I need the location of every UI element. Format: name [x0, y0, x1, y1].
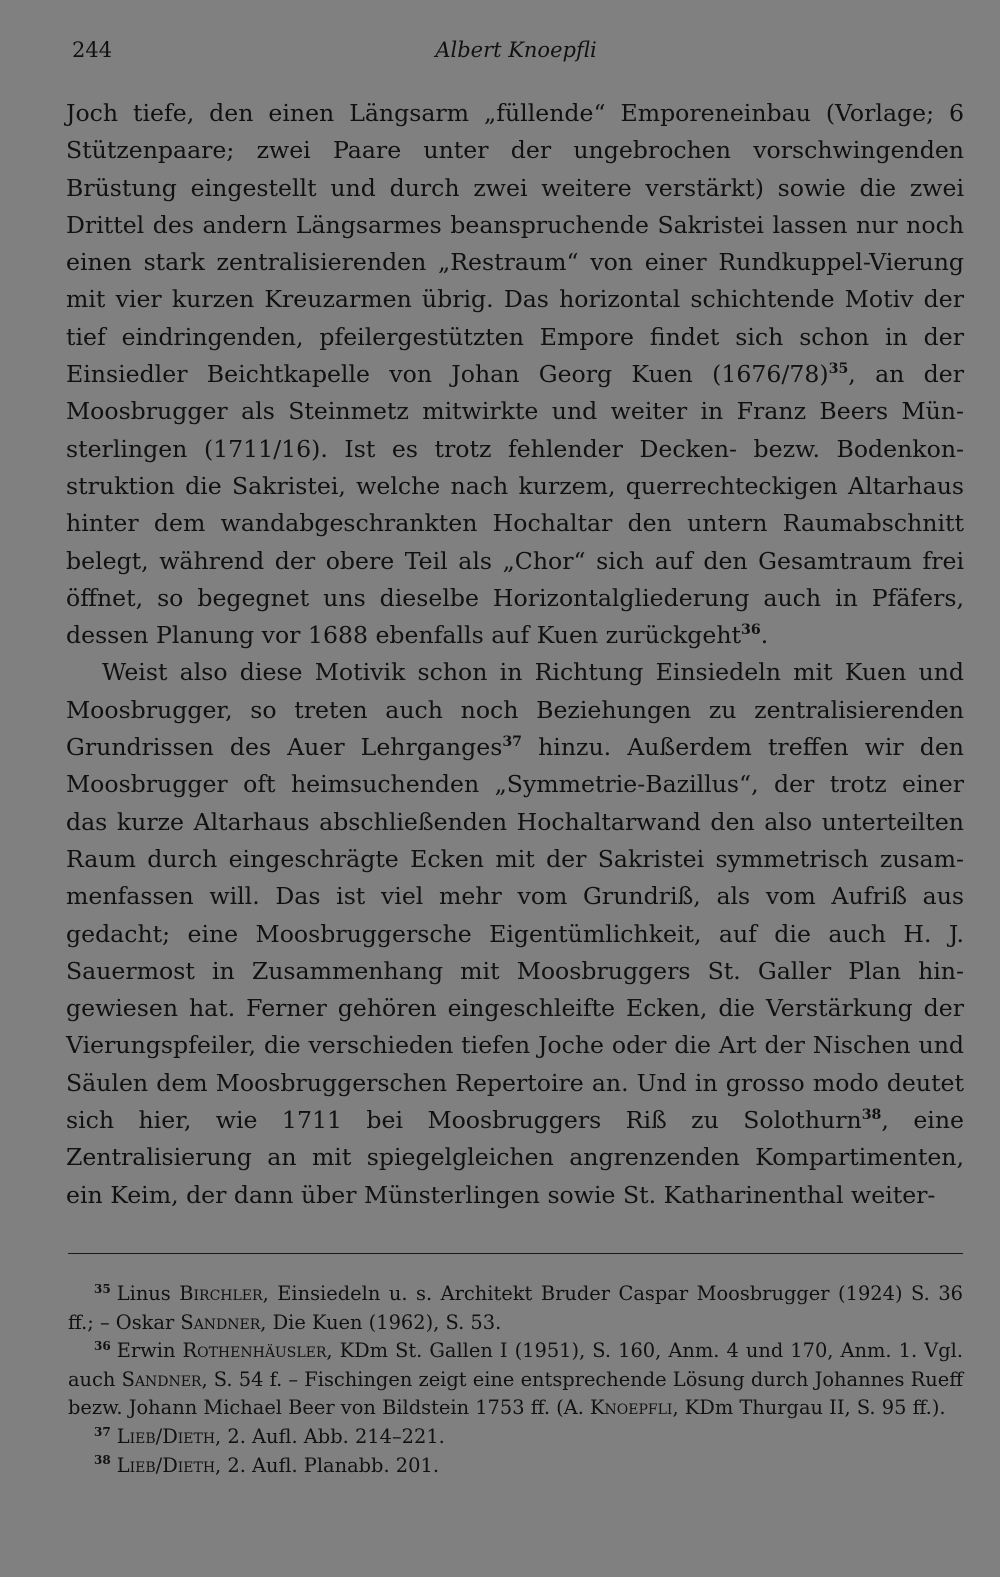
footnote-37 [68, 1423, 963, 1452]
footnote-text: , S. 54 f. – Fischingen zeigt eine entsprechende Lösung durch Johannes Rueff bezw. Johann Michael Beer von Bildstein 1753 ff. (A. [68, 1367, 963, 1420]
page-number: 244 [72, 38, 113, 62]
paragraph-text: , eine Zentralisierung an mit spiegelgleichen angrenzenden Kompartimenten, ein Keim, der dann über Münsterlingen sowie St. Katharinenthal weiter- [66, 1106, 964, 1209]
paragraph-text: , an der Moosbrugger als Steinmetz mitwirkte und weiter in Franz Beers Münsterlingen (1711/16). Ist es trotz fehlender Decken- bezw. Bodenkonstruktion die Sakristei, welche nach kurzem, querrechteckigen Altarhaus hinter dem wandabgeschrankten Hochaltar den untern Raumabschnitt belegt, während der obere Teil als „Chor“ sich auf den Gesamtraum frei öffnet, so begegnet uns dieselbe Horizontalgliederung auch in Pfäfers, dessen Planung vor 1688 ebenfalls auf Kuen zurückgeht [66, 360, 964, 650]
paragraph-1 [66, 95, 964, 654]
footnote-text: , KDm St. Gallen I (1951), S. 160, Anm. 4 und 170, Anm. 1. Vgl. auch [68, 1339, 963, 1391]
footnote-35 [68, 1280, 963, 1337]
author-name: Sandner [121, 1367, 202, 1391]
footnote-text: Erwin [116, 1339, 183, 1363]
footnote-number: 38 [94, 1453, 111, 1468]
footnote-ref-37: 37 [502, 734, 523, 751]
paragraph-text: . [760, 621, 769, 650]
footnote-text: Linus [116, 1282, 180, 1305]
paragraph-text: hinzu. Außerdem treffen wir den Moosbrugger oft heimsuchenden „Symmetrie-Bazillus“, der trotz einer das kurze Altarhaus abschließenden Hochaltarwand den also unterteilten Raum durch eingeschrägte Ecken mit der Sakristei symmetrisch zusammenfassen will. Das ist viel mehr vom Grundriß, als vom Aufriß aus gedacht; eine Moosbruggersche Eigentümlichkeit, auf die auch H. J. Sauermost in Zusammenhang mit Moosbruggers St. Galler Plan hingewiesen hat. Ferner gehören eingeschleifte Ecken, die Verstärkung der Vierungspfeiler, die verschieden tiefen Joche oder die Art der Nischen und Säulen dem Moosbruggerschen Repertoire an. Und in grosso modo deutet sich hier, wie 1711 bei Moosbruggers Riß zu Solothurn [66, 733, 964, 1135]
footnote-text: , KDm Thurgau II, S. 95 ff.). [672, 1396, 946, 1420]
author-name: Sandner [180, 1310, 261, 1334]
footnote-number: 37 [94, 1424, 111, 1439]
footnote-ref-35: 35 [828, 361, 849, 378]
paragraph-text: Weist also diese Motivik schon in Richtung Einsiedeln mit Kuen und Moosbrugger, so treten auch noch Beziehungen zu zentralisierenden Grundrissen des Auer Lehrganges [66, 658, 964, 762]
footnote-text: / [155, 1424, 163, 1448]
footnote-38 [68, 1452, 963, 1481]
paragraph-2 [66, 654, 964, 1213]
footnote-text: , 2. Aufl. Planabb. 201. [215, 1453, 439, 1477]
page-header [72, 38, 960, 68]
footnote-36 [68, 1337, 963, 1423]
author-name: Knoepfli [590, 1396, 673, 1420]
author-name: Birchler [179, 1282, 263, 1305]
paragraph-text: Joch tiefe, den einen Längsarm „füllende“ Emporeneinbau (Vorlage; 6 Stützenpaare; zwei Paare unter der ungebrochen vorschwingenden Brüstung eingestellt und durch zwei weitere verstärkt) sowie die zwei Drittel des andern Längsarmes beanspruchende Sakristei lassen nur noch einen stark zentralisierenden „Restraum“ von einer Rundkuppel-Vierung mit vier kurzen Kreuzarmen übrig. Das horizontal schichtende Motiv der tief eindringenden, pfeilergestützten Empore findet sich schon in der Einsiedler Beichtkapelle von Johan Georg Kuen (1676/78) [66, 99, 964, 389]
author-name: Lieb [116, 1424, 156, 1448]
footnotes [68, 1280, 963, 1480]
footnote-ref-36: 36 [741, 622, 761, 639]
author-name: Lieb [116, 1453, 156, 1477]
footnote-text: , 2. Aufl. Abb. 214–221. [215, 1424, 445, 1448]
footnote-text: / [155, 1453, 163, 1477]
author-name: Dieth [162, 1453, 216, 1477]
footnote-number: 36 [94, 1338, 111, 1353]
footnote-separator [68, 1253, 963, 1254]
footnote-text: , Einsiedeln u. s. Architekt Bruder Caspar Moosbrugger (1924) S. 36 ff.; – Oskar [68, 1282, 963, 1334]
author-name: Dieth [162, 1424, 216, 1448]
footnote-ref-38: 38 [861, 1107, 882, 1124]
running-head: Albert Knoepfli [435, 38, 597, 62]
main-text [66, 95, 964, 1214]
author-name: Rothenhäusler [182, 1339, 327, 1363]
footnote-text: , Die Kuen (1962), S. 53. [260, 1310, 502, 1334]
footnote-number: 35 [94, 1281, 111, 1296]
